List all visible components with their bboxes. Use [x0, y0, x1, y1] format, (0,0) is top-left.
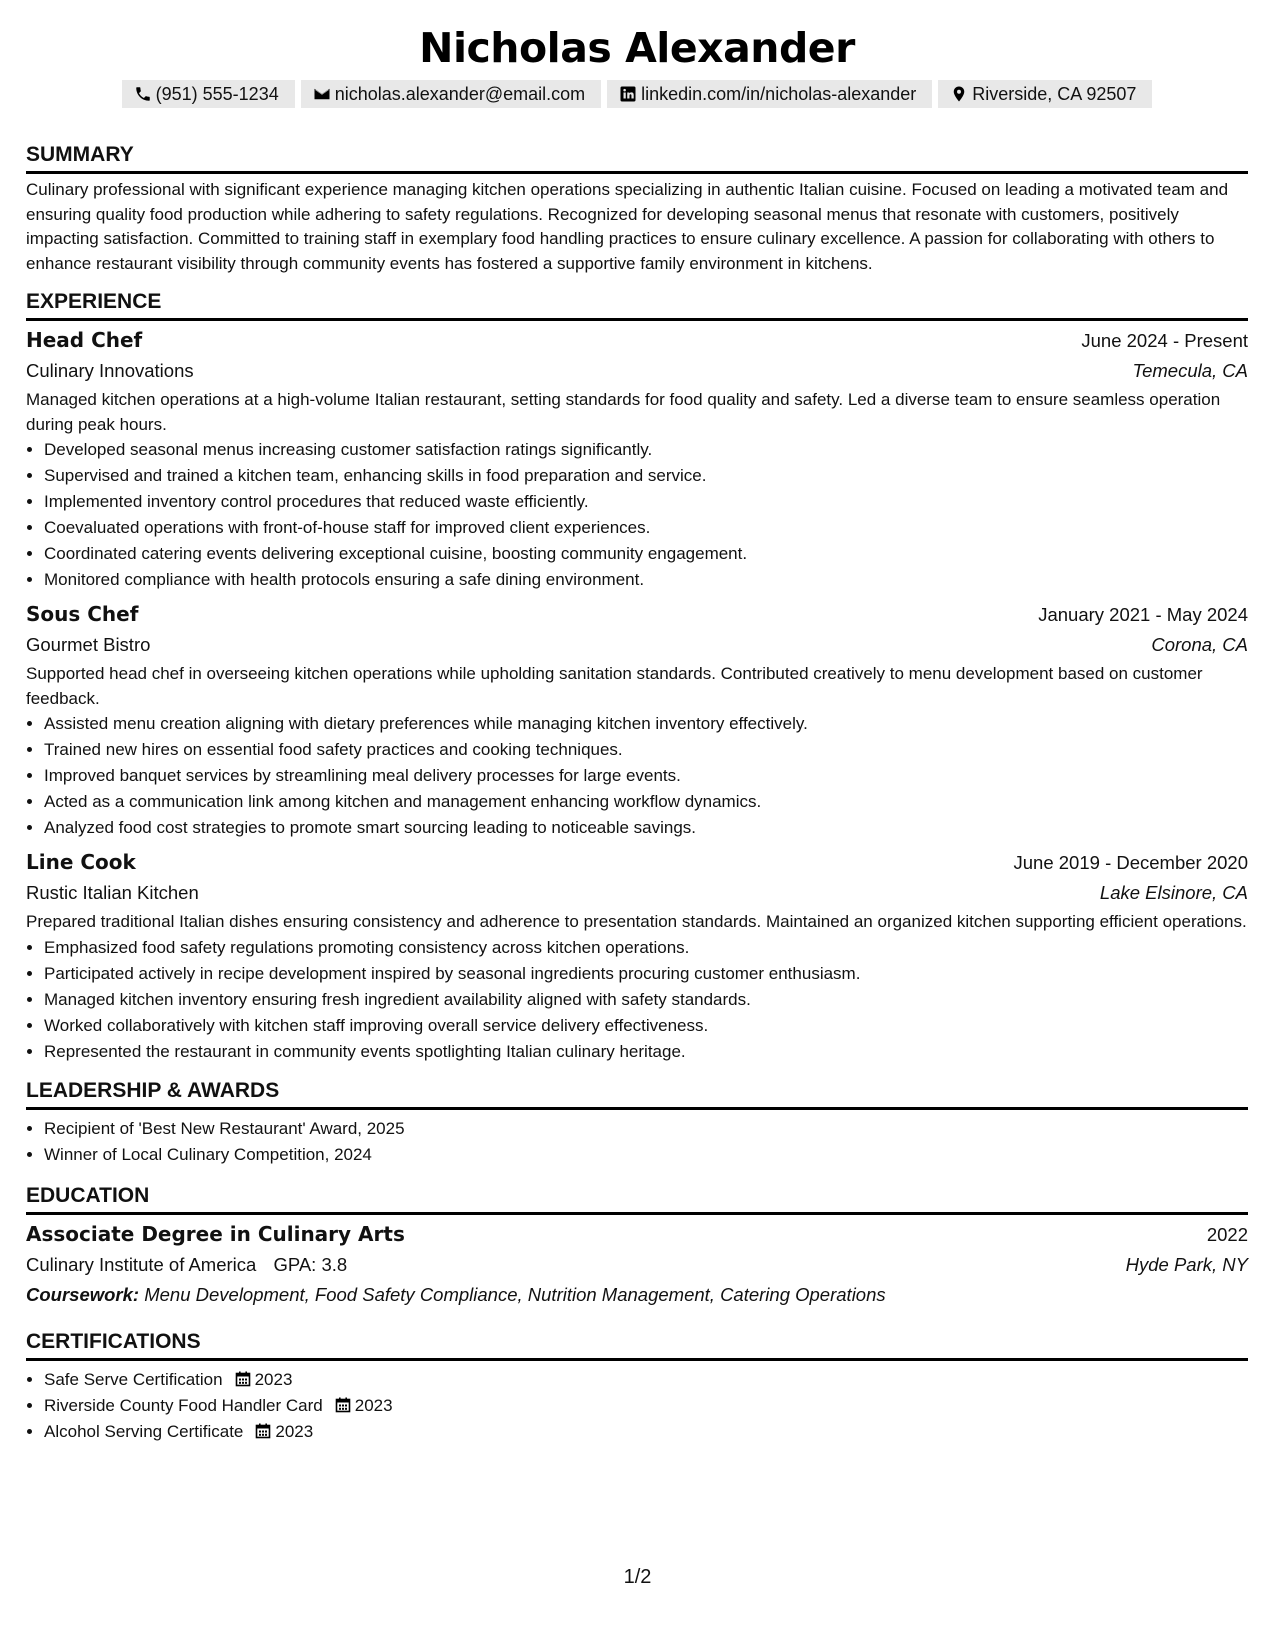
calendar-icon	[335, 1397, 351, 1413]
list-item: • Supervised and trained a kitchen team, enhancing skills in food preparation and service.	[44, 463, 1248, 489]
experience-heading: EXPERIENCE	[26, 288, 1248, 321]
coursework-label: Coursework:	[26, 1283, 140, 1305]
job-dates: January 2021 - May 2024	[1038, 604, 1248, 625]
linkedin-text[interactable]: linkedin.com/in/nicholas-alexander	[641, 84, 917, 104]
cert-name: Safe Serve Certification	[44, 1369, 223, 1389]
awards-heading: LEADERSHIP & AWARDS	[26, 1077, 1248, 1110]
list-item: • Analyzed food cost strategies to promote smart sourcing leading to noticeable savings.	[44, 815, 1248, 841]
list-item: • Represented the restaurant in community events spotlighting Italian culinary heritage.	[44, 1039, 1248, 1065]
job-location: Lake Elsinore, CA	[1099, 882, 1248, 903]
coursework	[26, 1280, 1248, 1310]
job-title: Line Cook	[26, 850, 136, 874]
list-item: • Developed seasonal menus increasing customer satisfaction ratings significantly.	[44, 437, 1248, 463]
certifications-list	[26, 1367, 1248, 1445]
certifications-heading: CERTIFICATIONS	[26, 1328, 1248, 1361]
calendar-icon	[255, 1423, 271, 1439]
envelope-icon	[313, 85, 331, 103]
list-item: • Trained new hires on essential food safety practices and cooking techniques.	[44, 737, 1248, 763]
email-chip[interactable]	[301, 80, 601, 108]
education-heading: EDUCATION	[26, 1182, 1248, 1215]
phone-chip	[122, 80, 295, 108]
degree: Associate Degree in Culinary Arts	[26, 1221, 405, 1246]
location-chip	[938, 80, 1152, 108]
map-pin-icon	[950, 85, 968, 103]
linkedin-chip[interactable]	[607, 80, 932, 108]
job-description: Managed kitchen operations at a high-volume Italian restaurant, setting standards for food quality and safety. Led a diverse team to ensure seamless operation during peak hours.	[26, 390, 1221, 434]
calendar-icon	[235, 1371, 251, 1387]
job-title: Head Chef	[26, 328, 143, 352]
list-item: • Worked collaboratively with kitchen staff improving overall service delivery effectiveness.	[44, 1013, 1248, 1039]
job-company: Culinary Innovations	[26, 360, 194, 381]
job-entry	[26, 325, 1248, 593]
linkedin-icon	[619, 85, 637, 103]
job-bullets	[26, 935, 1248, 1065]
list-item: • Emphasized food safety regulations promoting consistency across kitchen operations.	[44, 935, 1248, 961]
coursework-list: Menu Development, Food Safety Compliance, Nutrition Management, Catering Operations	[144, 1283, 886, 1305]
phone-text: (951) 555-1234	[155, 84, 279, 104]
list-item: • Coevaluated operations with front-of-house staff for improved client experiences.	[44, 515, 1248, 541]
resume-page	[26, 0, 1248, 1445]
job-location: Temecula, CA	[1132, 360, 1248, 381]
summary-text: Culinary professional with significant experience managing kitchen operations specializing in authentic Italian cuisine. Focused on leading a motivated team and ensuring quality food production while adhering to safety regulations. Recognized for developing seasonal menus that resonate with customers, positively impacting satisfaction. Committed to training staff in exemplary food handling practices to ensure culinary excellence. A passion for collaborating with others to enhance restaurant visibility through community events has fostered a supportive family environment in kitchens.	[26, 180, 1229, 273]
list-item: • Coordinated catering events delivering exceptional cuisine, boosting community engagement.	[44, 541, 1248, 567]
list-item: • Managed kitchen inventory ensuring fresh ingredient availability aligned with safety standards.	[44, 987, 1248, 1013]
job-company: Gourmet Bistro	[26, 634, 151, 655]
gpa: GPA: 3.8	[273, 1253, 348, 1275]
job-entry	[26, 847, 1248, 1065]
job-bullets	[26, 437, 1248, 593]
location-text: Riverside, CA 92507	[972, 84, 1137, 104]
list-item: • Monitored compliance with health protocols ensuring a safe dining environment.	[44, 567, 1248, 593]
job-description: Prepared traditional Italian dishes ensuring consistency and adherence to presentation standards. Maintained an organized kitchen supporting efficient operations.	[26, 912, 1247, 931]
job-title: Sous Chef	[26, 602, 139, 626]
job-description: Supported head chef in overseeing kitchen operations while upholding sanitation standards. Contributed creatively to menu development based on customer feedback.	[26, 664, 1203, 708]
page-number: 1/2	[623, 1566, 652, 1588]
list-item: • Implemented inventory control procedures that reduced waste efficiently.	[44, 489, 1248, 515]
job-company: Rustic Italian Kitchen	[26, 882, 199, 903]
job-location: Corona, CA	[1151, 634, 1248, 655]
list-item: • Assisted menu creation aligning with dietary preferences while managing kitchen inventory effectively.	[44, 711, 1248, 737]
job-entry	[26, 599, 1248, 841]
list-item: • Recipient of 'Best New Restaurant' Award, 2025	[44, 1116, 1248, 1142]
education-entry	[26, 1219, 1248, 1310]
contact-bar	[26, 80, 1248, 108]
list-item: • Improved banquet services by streamlining meal delivery processes for large events.	[44, 763, 1248, 789]
cert-year: 2023	[254, 1369, 293, 1389]
school-name: Culinary Institute of America	[26, 1253, 257, 1275]
cert-name: Riverside County Food Handler Card	[44, 1395, 323, 1415]
list-item	[44, 1393, 1248, 1419]
candidate-name: Nicholas Alexander	[419, 24, 855, 72]
cert-year: 2023	[354, 1395, 393, 1415]
list-item: • Participated actively in recipe development inspired by seasonal ingredients procuring customer enthusiasm.	[44, 961, 1248, 987]
phone-icon	[134, 85, 152, 103]
job-bullets	[26, 711, 1248, 841]
graduation-year: 2022	[1206, 1223, 1248, 1245]
email-text[interactable]: nicholas.alexander@email.com	[334, 84, 586, 104]
job-dates: June 2019 - December 2020	[1013, 852, 1248, 873]
school-location: Hyde Park, NY	[1125, 1253, 1248, 1275]
list-item	[44, 1367, 1248, 1393]
list-item: • Winner of Local Culinary Competition, 2024	[44, 1142, 1248, 1168]
list-item: • Acted as a communication link among kitchen and management enhancing workflow dynamics.	[44, 789, 1248, 815]
job-dates: June 2024 - Present	[1081, 330, 1248, 351]
list-item	[44, 1419, 1248, 1445]
cert-name: Alcohol Serving Certificate	[44, 1421, 244, 1441]
cert-year: 2023	[275, 1421, 314, 1441]
awards-list	[26, 1116, 1248, 1168]
summary-heading: SUMMARY	[26, 141, 1248, 174]
